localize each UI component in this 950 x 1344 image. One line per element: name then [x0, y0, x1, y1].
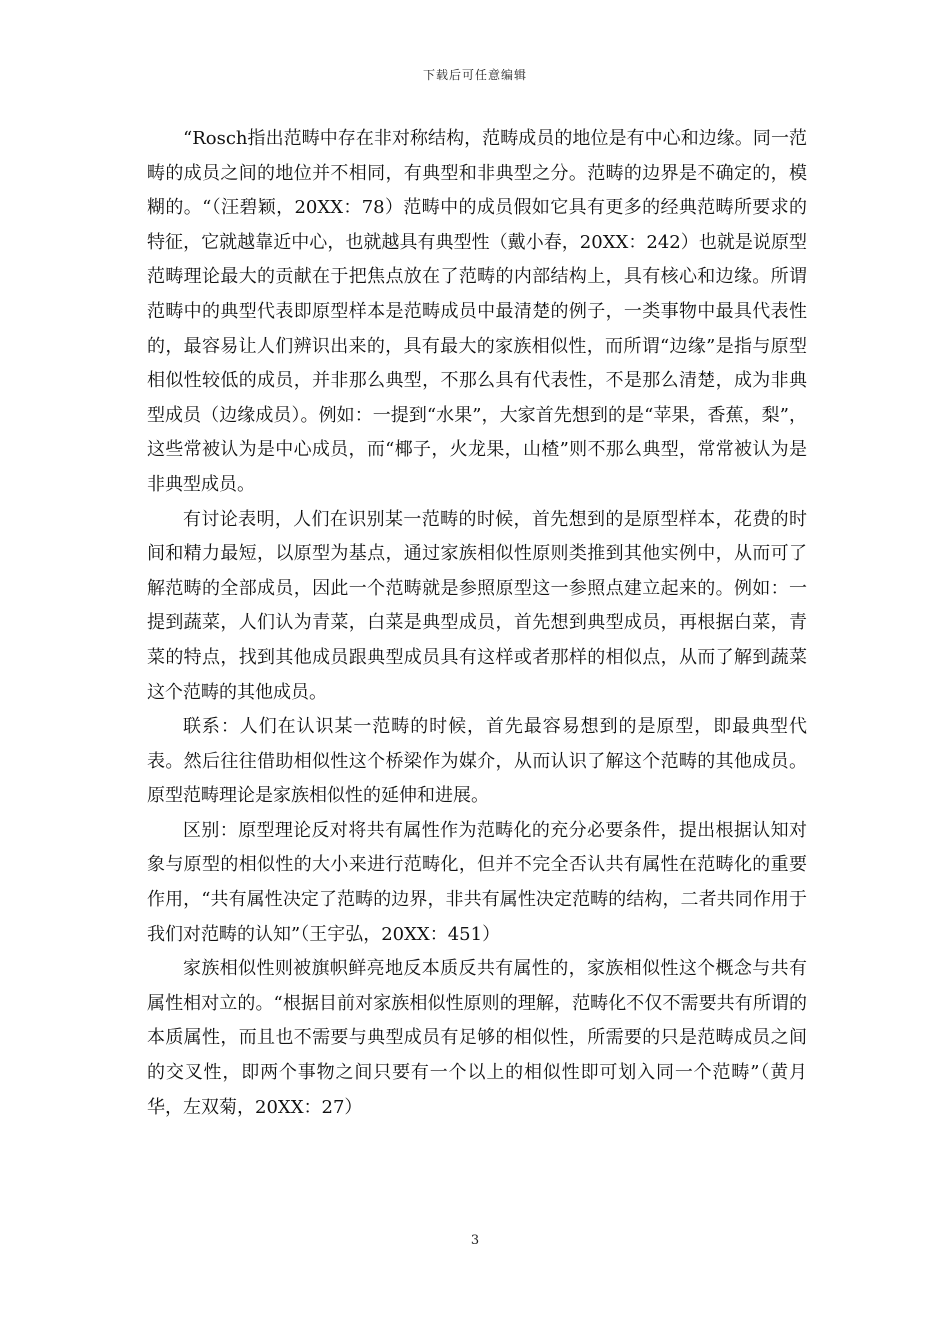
page-header: 下载后可任意编辑: [422, 68, 527, 82]
document-body: [147, 122, 807, 1125]
paragraph-1: “Rosch指出范畴中存在非对称结构，范畴成员的地位是有中心和边缘。同一范畴的成员之间的地位并不相同，有典型和非典型之分。范畴的边界是不确定的，模糊的。“（汪碧颖，20XX：78）范畴中的成员假如它具有更多的经典范畴所要求的特征，它就越靠近中心，也就越具有典型性（戴小春，20XX：242）也就是说原型范畴理论最大的贡献在于把焦点放在了范畴的内部结构上，具有核心和边缘。所谓范畴中的典型代表即原型样本是范畴成员中最清楚的例子，一类事物中最具代表性的，最容易让人们辨识出来的，具有最大的家族相似性，而所谓“边缘”是指与原型相似性较低的成员，并非那么典型，不那么具有代表性，不是那么清楚，成为非典型成员（边缘成员）。例如：一提到“水果”，大家首先想到的是“苹果，香蕉，梨”，这些常被认为是中心成员，而“椰子，火龙果，山楂”则不那么典型，常常被认为是非典型成员。: [147, 128, 807, 495]
paragraph-5: 家族相似性则被旗帜鲜亮地反本质反共有属性的，家族相似性这个概念与共有属性相对立的。“根据目前对家族相似性原则的理解，范畴化不仅不需要共有所谓的本质属性，而且也不需要与典型成员有足够的相似性，所需要的只是范畴成员之间的交叉性，即两个事物之间只要有一个以上的相似性即可划入同一个范畴”（黄月华，左双菊，20XX：27）: [147, 958, 807, 1118]
page-number: 3: [470, 1233, 480, 1248]
paragraph-2: 有讨论表明，人们在识别某一范畴的时候，首先想到的是原型样本，花费的时间和精力最短，以原型为基点，通过家族相似性原则类推到其他实例中，从而可了解范畴的全部成员，因此一个范畴就是参照原型这一参照点建立起来的。例如：一提到蔬菜，人们认为青菜，白菜是典型成员，首先想到典型成员，再根据白菜，青菜的特点，找到其他成员跟典型成员具有这样或者那样的相似点，从而了解到蔬菜这个范畴的其他成员。: [147, 508, 807, 703]
paragraph-4: 区别：原型理论反对将共有属性作为范畴化的充分必要条件，提出根据认知对象与原型的相似性的大小来进行范畴化，但并不完全否认共有属性在范畴化的重要作用，“共有属性决定了范畴的边界，非共有属性决定范畴的结构，二者共同作用于我们对范畴的认知”（王宇弘，20XX：451）: [147, 819, 807, 945]
paragraph-3: 联系：人们在认识某一范畴的时候，首先最容易想到的是原型，即最典型代表。然后往往借助相似性这个桥梁作为媒介，从而认识了解这个范畴的其他成员。原型范畴理论是家族相似性的延伸和进展。: [147, 716, 807, 807]
